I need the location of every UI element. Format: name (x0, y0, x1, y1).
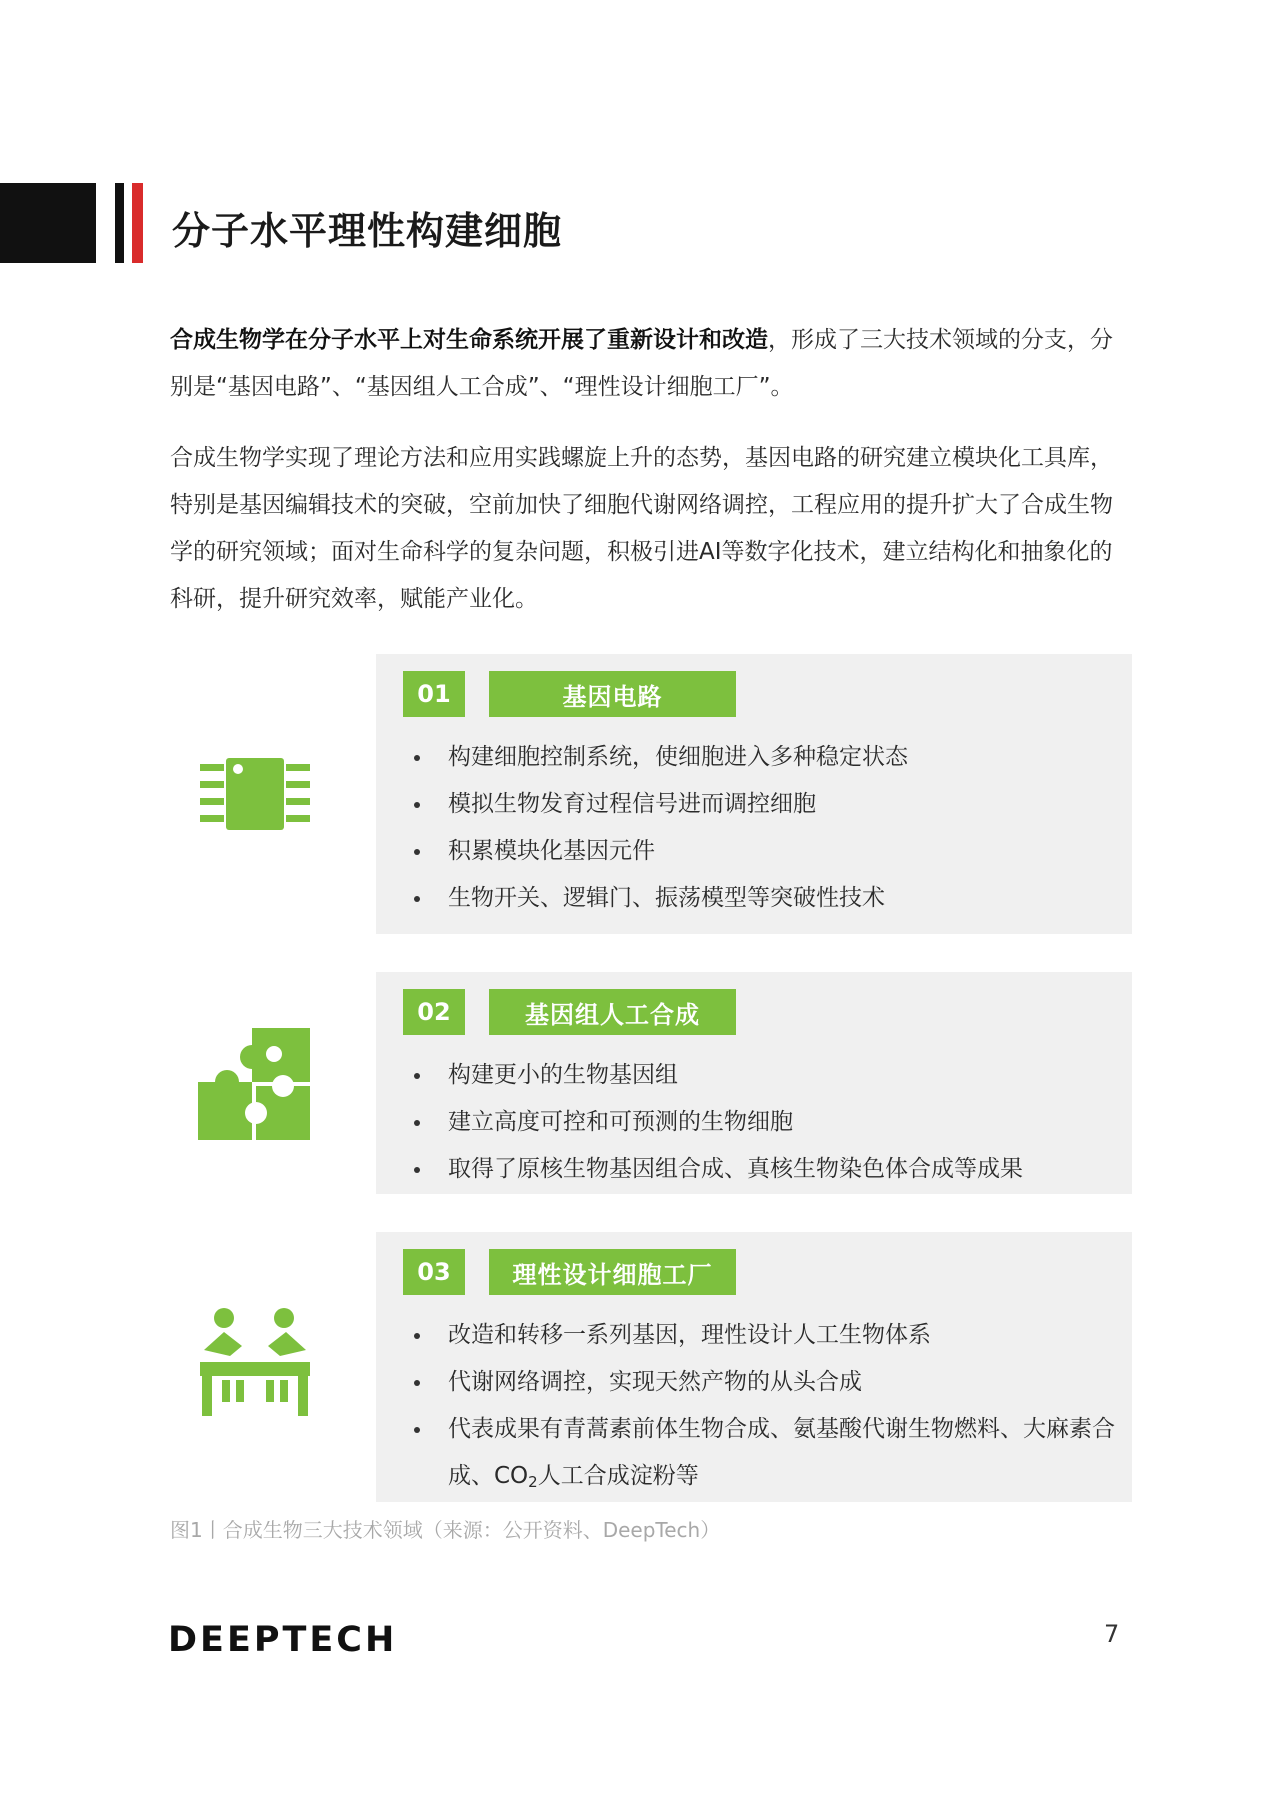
subscript: 2 (528, 1473, 538, 1491)
card-number-badge: 03 (403, 1249, 465, 1295)
page-number: 7 (1104, 1620, 1120, 1648)
list-item-text: 人工合成淀粉等 (537, 1463, 699, 1489)
list-item: 模拟生物发育过程信号进而调控细胞 (414, 781, 908, 828)
card-title-badge: 基因电路 (489, 671, 736, 717)
card-number-badge: 02 (403, 989, 465, 1035)
deeptech-logo: DEEPTECH (168, 1620, 398, 1660)
list-item-text: 代表成果有青蒿素前体生物合成、氨基酸代谢生物燃料、大麻素合成、CO (448, 1416, 1115, 1489)
header-red-bar (132, 183, 143, 263)
intro-bold-lead: 合成生物学在分子水平上对生命系统开展了重新设计和改造 (170, 327, 768, 353)
intro-rest: ，形成了三大技术领域的分支，分别是“基因电路”、“基因组人工合成”、“理性设计细胞工厂”。 (170, 327, 1113, 400)
list-item: 积累模块化基因元件 (414, 828, 908, 875)
card-genome-synthesis (376, 972, 1132, 1194)
header-black-block (0, 183, 96, 263)
list-item (414, 1406, 1128, 1506)
card-cell-factory (376, 1232, 1132, 1502)
figure-caption: 图1丨合成生物三大技术领域（来源：公开资料、DeepTech） (170, 1518, 721, 1542)
card-bullet-list (414, 1052, 1023, 1193)
list-item: 构建细胞控制系统，使细胞进入多种稳定状态 (414, 734, 908, 781)
list-item: 代谢网络调控，实现天然产物的从头合成 (414, 1359, 1128, 1406)
intro-paragraph-2: 合成生物学实现了理论方法和应用实践螺旋上升的态势，基因电路的研究建立模块化工具库，特别是基因编辑技术的突破，空前加快了细胞代谢网络调控，工程应用的提升扩大了合成生物学的研究领域；面对生命科学的复杂问题，积极引进AI等数字化技术，建立结构化和抽象化的科研，提升研究效率，赋能产业化。 (170, 445, 1113, 612)
list-item: 改造和转移一系列基因，理性设计人工生物体系 (414, 1312, 1128, 1359)
people-at-table-icon (196, 1306, 314, 1424)
puzzle-icon (196, 1026, 314, 1144)
list-item: 生物开关、逻辑门、振荡模型等突破性技术 (414, 875, 908, 922)
list-item: 构建更小的生物基因组 (414, 1052, 1023, 1099)
section-title: 分子水平理性构建细胞 (172, 209, 563, 253)
chip-icon (196, 754, 314, 834)
card-title-badge: 理性设计细胞工厂 (489, 1249, 736, 1295)
card-gene-circuit (376, 654, 1132, 934)
card-bullet-list (414, 1312, 1128, 1506)
list-item: 建立高度可控和可预测的生物细胞 (414, 1099, 1023, 1146)
list-item: 取得了原核生物基因组合成、真核生物染色体合成等成果 (414, 1146, 1023, 1193)
header-black-bar (115, 183, 124, 263)
card-bullet-list (414, 734, 908, 922)
intro-paragraph-1 (170, 317, 1130, 411)
card-title-badge: 基因组人工合成 (489, 989, 736, 1035)
card-number-badge: 01 (403, 671, 465, 717)
